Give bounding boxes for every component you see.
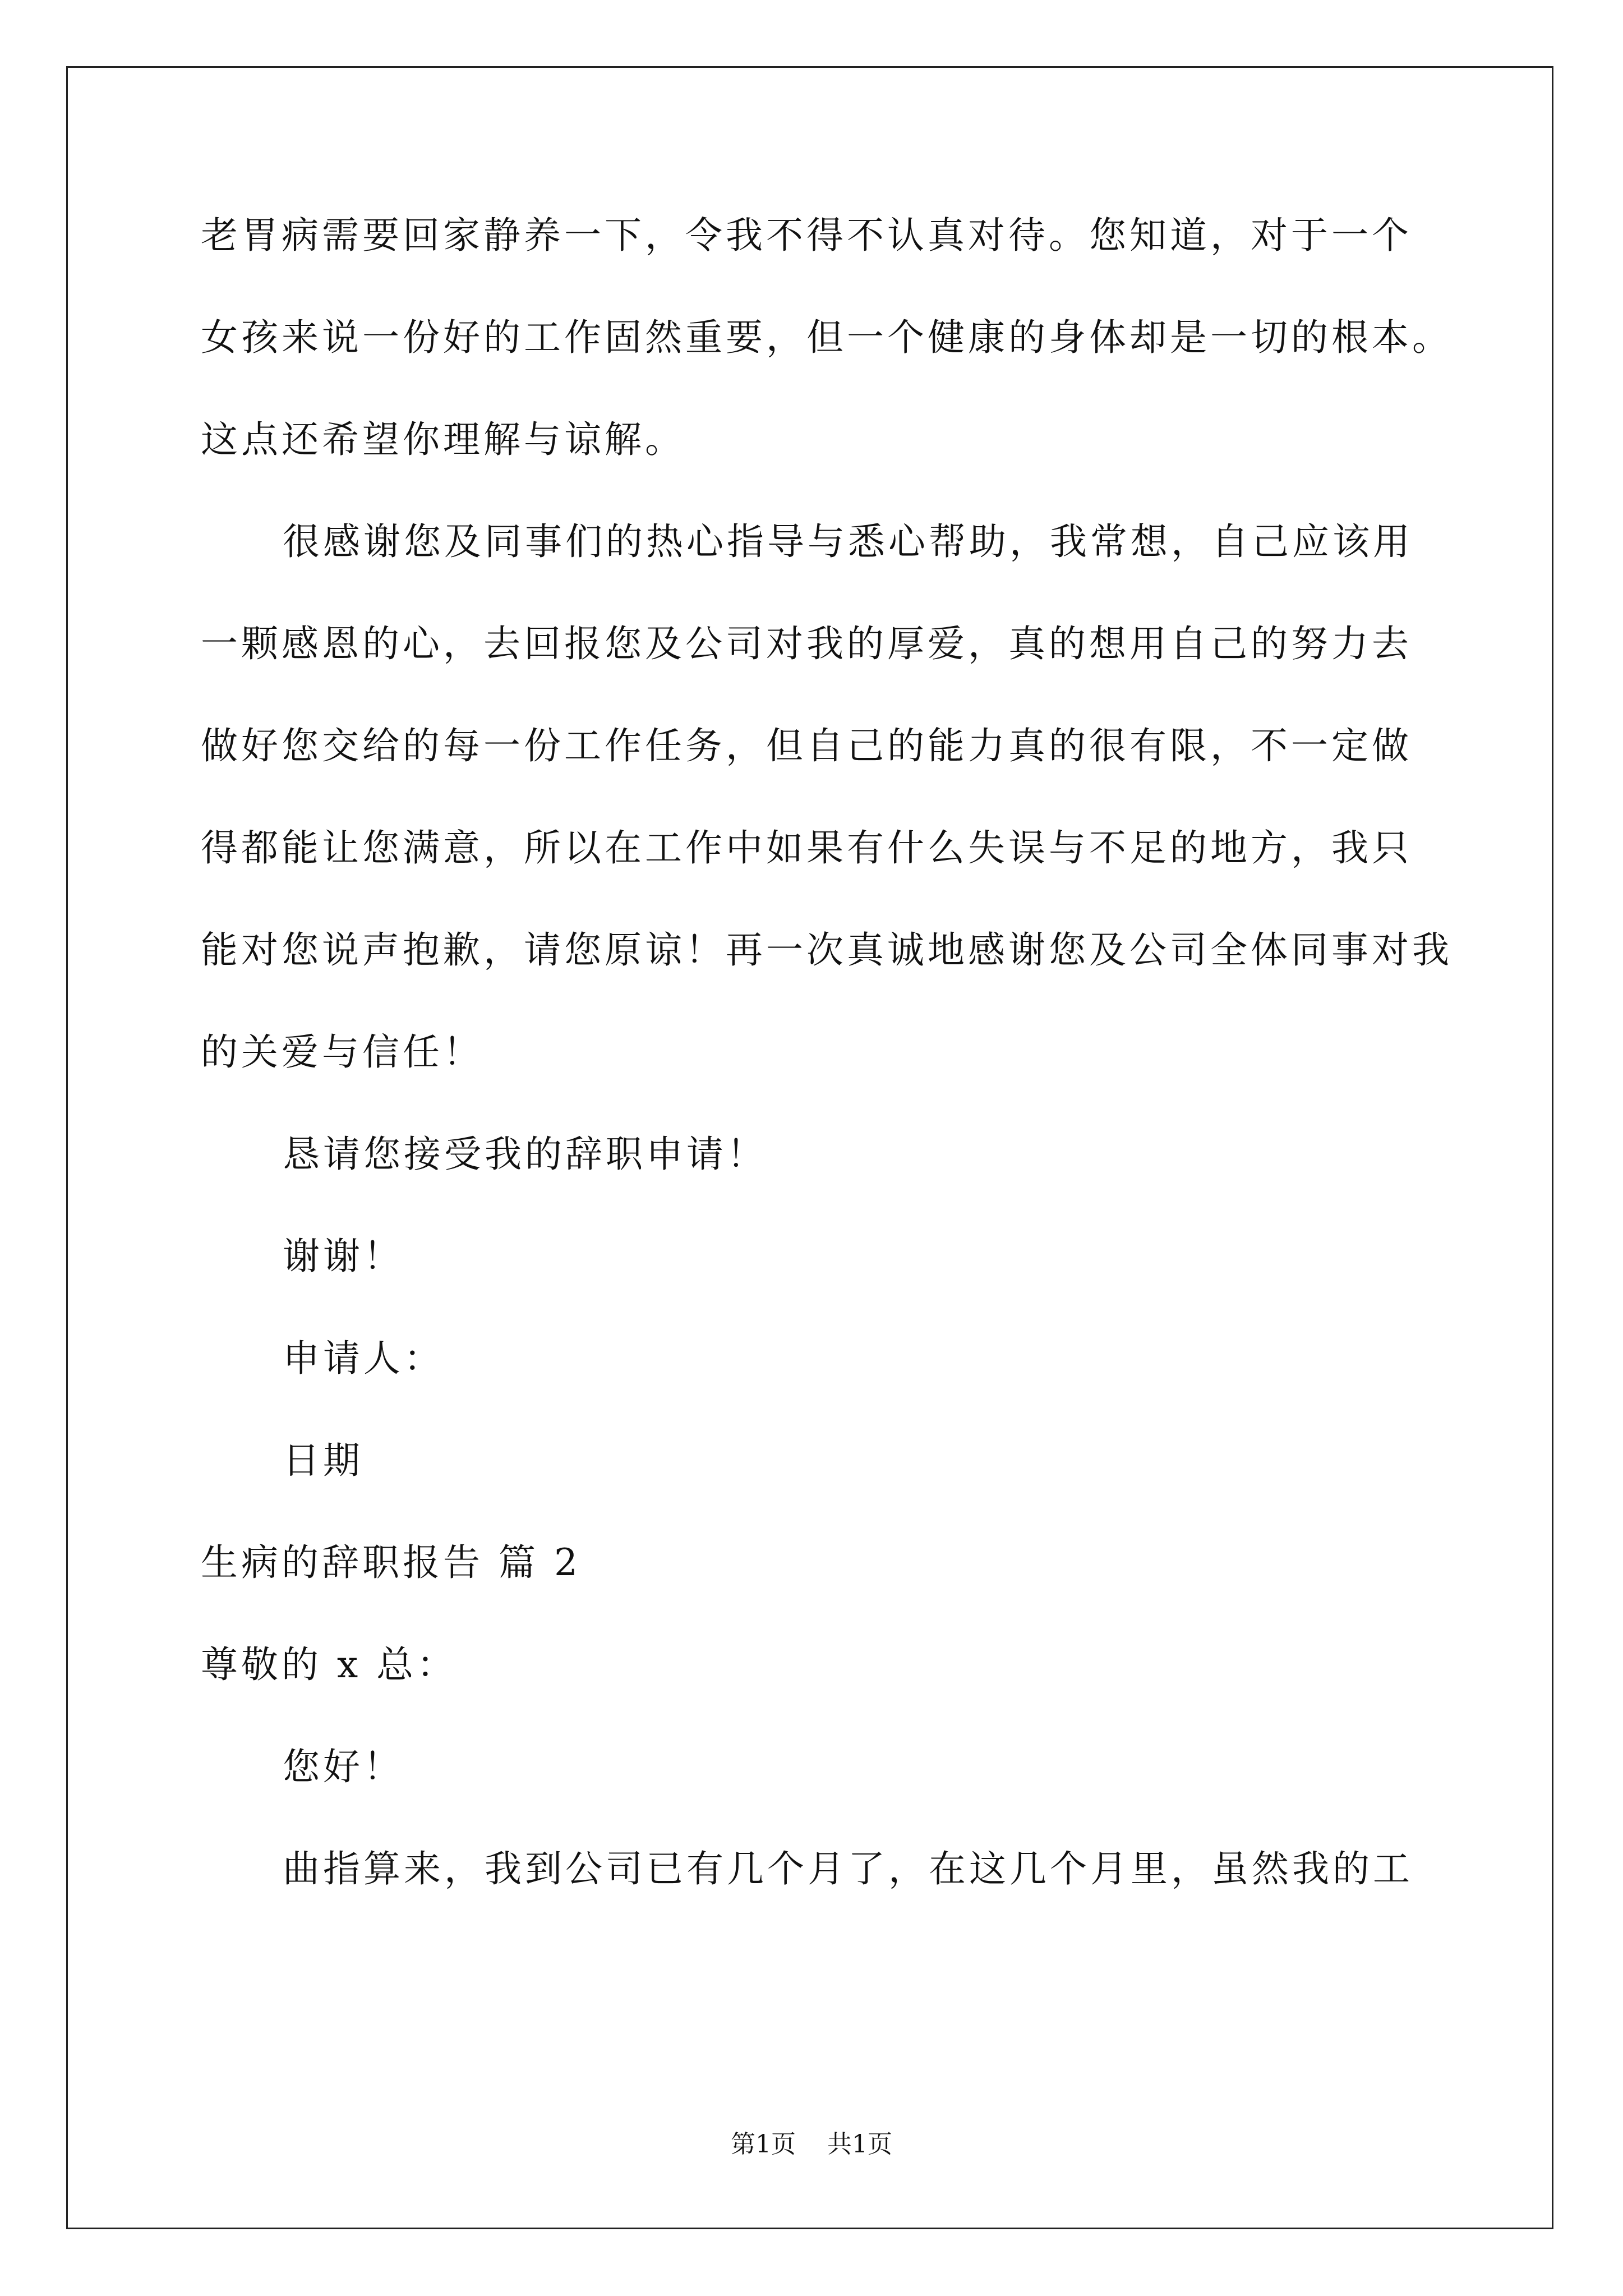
- text-line-11: 谢谢！: [283, 1235, 404, 1278]
- text-line-1: 老胃病需要回家静养一下，令我不得不认真对待。您知道，对于一个: [201, 214, 1412, 257]
- text-line-17: 曲指算来，我到公司已有几个月了，在这几个月里，虽然我的工: [283, 1847, 1413, 1890]
- text-line-7: 得都能让您满意，所以在工作中如果有什么失误与不足的地方，我只: [201, 826, 1412, 869]
- page-number: 第1页: [731, 2130, 796, 2159]
- text-line-4: 很感谢您及同事们的热心指导与悉心帮助，我常想，自己应该用: [283, 520, 1413, 563]
- text-line-13: 日期: [283, 1439, 363, 1482]
- text-line-5: 一颗感恩的心，去回报您及公司对我的厚爱，真的想用自己的努力去: [201, 622, 1412, 665]
- greeting: 您好！: [283, 1745, 404, 1788]
- text-line-6: 做好您交给的每一份工作任务，但自己的能力真的很有限，不一定做: [201, 724, 1412, 767]
- page-total: 共1页: [827, 2130, 892, 2159]
- text-line-8: 能对您说声抱歉，请您原谅！再一次真诚地感谢您及公司全体同事对我: [201, 928, 1453, 972]
- text-line-10: 恳请您接受我的辞职申请！: [283, 1133, 767, 1176]
- text-line-12: 申请人：: [283, 1337, 444, 1380]
- text-line-2: 女孩来说一份好的工作固然重要，但一个健康的身体却是一切的根本。: [201, 316, 1453, 359]
- page-footer: [0, 2129, 1623, 2160]
- text-line-3: 这点还希望你理解与谅解。: [201, 418, 685, 461]
- salutation: 尊敬的 x 总：: [201, 1643, 458, 1686]
- section-heading: 生病的辞职报告 篇 2: [201, 1541, 581, 1584]
- text-line-9: 的关爱与信任！: [201, 1030, 483, 1074]
